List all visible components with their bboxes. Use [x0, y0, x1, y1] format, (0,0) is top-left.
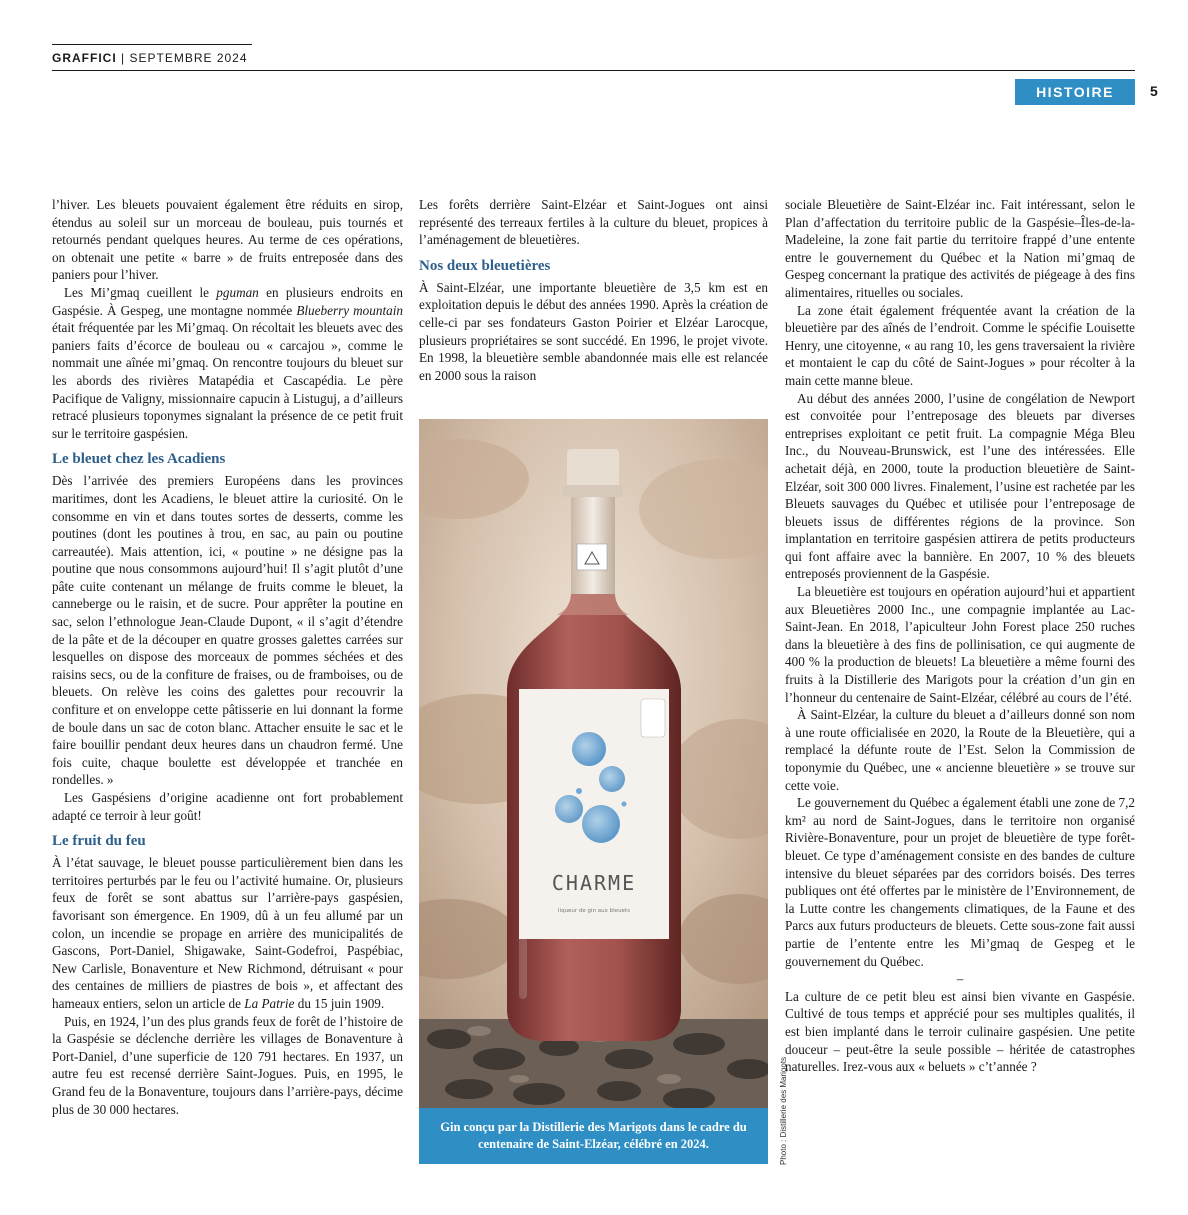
paragraph: À Saint-Elzéar, une importante bleuetière de 3,5 km est en exploitation depuis le début des années 1990. Après la création de celle-ci par ses fondateurs Gaston Poirier et Elzéar Larocque, plusieurs propriétaires se sont succédé. En 1996, le projet vivote. En 1998, la bleuetière semble abandonnée mais elle est relancée en 2000 sous la raison — [419, 279, 768, 383]
paragraph: l’hiver. Les bleuets pouvaient également être réduits en sirop, étendus au soleil sur un morceau de bouleau, puis tournés et retournés pendant quelques heures. Au terme de ces opérations, on obtenait une petite « barre » de fruits entreposée dans des paniers pour l’hiver. — [52, 197, 403, 283]
photo-credit: Photo : Distillerie des Marigots — [779, 1056, 788, 1165]
paragraph: Au début des années 2000, l’usine de congélation de Newport est convoitée pour l’entreposage des bleuets par diverses entreprises exploitant ce petit fruit. La compagnie Méga Bleu Inc., du Nouveau-Brunswick, est l’une des intéressées. Elle achetait déjà, en 2000, toute la production bleuetière de Saint-Elzéar, soit 300 000 livres. Finalement, l’usine est rachetée par les Bleuets sauvages du Québec et utilisée pour l’entreposage de bleuets issus de différentes régions de la province. Son implantation en territoire gaspésien attirera de petits producteurs qui font affaire avec la bannière. En 2007, 10 % des bleuets entreposés proviennent de la Gaspésie. — [785, 390, 1135, 582]
subheading-acadiens: Le bleuet chez les Acadiens — [52, 451, 226, 468]
publication-name: GRAFFICI — [52, 51, 117, 65]
paragraph: Dès l’arrivée des premiers Européens dans les provinces maritimes, dont les Acadiens, le bleuet attire la curiosité. On le consomme en vin et dans toutes sortes de desserts, comme les poutines (dont les poutines à trou, en sac, au pain ou poutine carreautée). Mais attention, ici, « poutine » ne désigne pas la poutine que nous consommons aujourd’hui! Il s’agit plutôt d’une pâte cuite contenant un mélange de fruits comme le bleuet, la canneberge ou le raisin, et de sucre. Pour apprêter la poutine en sac, selon l’ethnologue Jean-Claude Dupont, « il s’agit d’étendre de la pâte et de la découper en quatre grosses galettes carrées sur lesquelles on dispose des morceaux de pommes séchées et des raisins secs, ou de la confiture de fraises, ou de framboises, ou de bleuets. On relève les coins des galettes pour recouvrir la confiture et on enveloppe cette pâtisserie en lui donnant la forme de boule dans un sac de coton blanc. Attacher ensuite le sac et le faire bouillir pendant deux heures dans un chaudron fermé. Une fois cuite, chaque boulette est développée et tranchée en rondelles. » — [52, 473, 403, 788]
paragraph: Les Mi’gmaq cueillent le pguman en plusieurs endroits en Gaspésie. À Gespeg, une montagne nommée Blueberry mountain était fréquentée par les Mi’gmaq. On récoltait les bleuets avec des paniers faits d’écorce de bouleau ou « carcajou », comme le nommait une aînée mi’gmaq. On rencontre toujours du bleuet sur les abords des rivières Matapédia et Cascapédia. Le père Pacifique de Valigny, missionnaire capucin à Listuguj, a d’ailleurs retracé plusieurs toponymes signalant la présence de ce petit fruit sur le territoire gaspésien. — [52, 284, 404, 441]
paragraph: sociale Bleuetière de Saint-Elzéar inc. Fait intéressant, selon le Plan d’affectation du territoire public de la Gaspésie–Îles-de-la-Madeleine, la zone fait partie du territoire frappé d’une entente entre le gouvernement du Québec et la Nation mi’gmaq de Gespeg concernant la pratique des activités de piégeage à des fins alimentaires, rituelles ou sociales. — [785, 197, 1135, 300]
header-rule — [52, 70, 1135, 71]
paragraph: Les Gaspésiens d’origine acadienne ont fort probablement adapté ce terroir à leur goût! — [52, 790, 403, 823]
column-1 — [52, 196, 403, 1118]
paragraph: Le gouvernement du Québec a également établi une zone de 7,2 km² au nord de Saint-Jogues, dans le territoire non organisé Rivière-Bonaventure, pour un projet de bleuetière de type forêt-bleuet. Ce type d’aménagement consiste en des bandes de culture intensive du bleuet séparées par des corridors boisés. Des terres publiques ont été offertes par le ministère de l’Environnement, de la Lutte contre les changements climatiques, de la Faune et des Parcs aux futurs producteurs de bleuets. Cette sous-zone fait aussi partie de l’entente entre les Mi’gmaq de Gespeg et le gouvernement du Québec. — [785, 795, 1135, 969]
column-2 — [419, 196, 768, 384]
bottle-illustration — [419, 419, 768, 1108]
paragraph: La bleuetière est toujours en opération aujourd’hui et appartient aux Bleuetières 2000 Inc., une compagnie implantée au Lac-Saint-Jean. En 2018, l’apiculteur John Forest place 250 ruches dans la bleuetière à des fins de pollinisation, ce qui augmente de 400 % la production de bleuets! La bleuetière a même fourni des fruits à la Distillerie des Marigots pour la création d’un gin en l’honneur du centenaire de Saint-Elzéar, célébré au cours de l’été. — [785, 584, 1135, 705]
page-number: 5 — [1150, 83, 1158, 99]
paragraph: À l’état sauvage, le bleuet pousse particulièrement bien dans les territoires perturbés par le feu ou l’activité humaine. Or, plusieurs feux de forêt se sont abattus sur l’arrière-pays gaspésien, favorisant son émergence. En 1909, dû à un feu allumé par un colon, un incendie se propage en arrière des municipalités de Gascons, Port-Daniel, Shigawake, Saint-Godefroi, Paspébiac, New Carlisle, Bonaventure et New Richmond, détruisant « pour des centaines de milliers de piastres de bois », et affectant des hameaux entiers, selon un article de La Patrie du 15 juin 1909. — [52, 855, 403, 1011]
masthead — [52, 51, 248, 65]
bottle-label-subtext: liqueur de gin aux bleuets — [558, 908, 630, 914]
gin-bottle-photo — [419, 419, 768, 1108]
paragraph: La zone était également fréquentée avant la création de la bleuetière par des aînés de l’endroit. Comme le spécifie Louisette Henry, une citoyenne, « au rang 10, les gens traversaient la rivière et montaient le cap du côté de Saint-Jogues » pour récolter à la main cette manne bleue. — [785, 302, 1135, 388]
paragraph: À Saint-Elzéar, la culture du bleuet a d’ailleurs donné son nom à une route officialisée en 2020, la Route de la Bleuetière, qui a remplacé la défunte route de l’Est. Selon la Commission de toponymie du Québec, une « ancienne bleuetière » se trouve sur cette voie. — [785, 707, 1135, 793]
section-separator: – — [956, 971, 964, 987]
paragraph: La culture de ce petit bleu est ainsi bien vivante en Gaspésie. Cultivé de tous temps et apprécié pour ses multiples qualités, il est bien implanté dans le terroir culinaire gaspésien. Une petite douceur – peut-être la seule possible – héritée de catastrophes naturelles. Irez-vous aux « beluets » c’t’année ? — [785, 988, 1135, 1075]
issue-date: SEPTEMBRE 2024 — [129, 51, 248, 65]
section-tag: HISTOIRE — [1015, 79, 1135, 105]
masthead-separator: | — [121, 51, 126, 65]
column-3 — [785, 196, 1135, 1076]
header-top-rule — [52, 44, 252, 45]
paragraph: Les forêts derrière Saint-Elzéar et Saint-Jogues ont ainsi représenté des terreaux fertiles à la culture du bleuet, propices à l’aménagement de bleuetières. — [419, 197, 768, 248]
subheading-bleuetieres: Nos deux bleuetières — [419, 257, 551, 274]
subheading-feu: Le fruit du feu — [52, 833, 146, 850]
photo-caption: Gin conçu par la Distillerie des Marigots dans le cadre du centenaire de Saint-Elzéar, célébré en 2024. — [419, 1108, 768, 1164]
bottle-label-text: CHARME — [551, 871, 637, 895]
paragraph: Puis, en 1924, l’un des plus grands feux de forêt de l’histoire de la Gaspésie se déclenche derrière les villages de Bonaventure à Port-Daniel, d’une superficie de 120 791 hectares. En 1937, un autre feu est recensé derrière Saint-Jogues. Puis, en 1995, le Grand feu de la Bonaventure, toujours dans l’arrière-pays, décime plus de 30 000 hectares. — [52, 1013, 403, 1117]
